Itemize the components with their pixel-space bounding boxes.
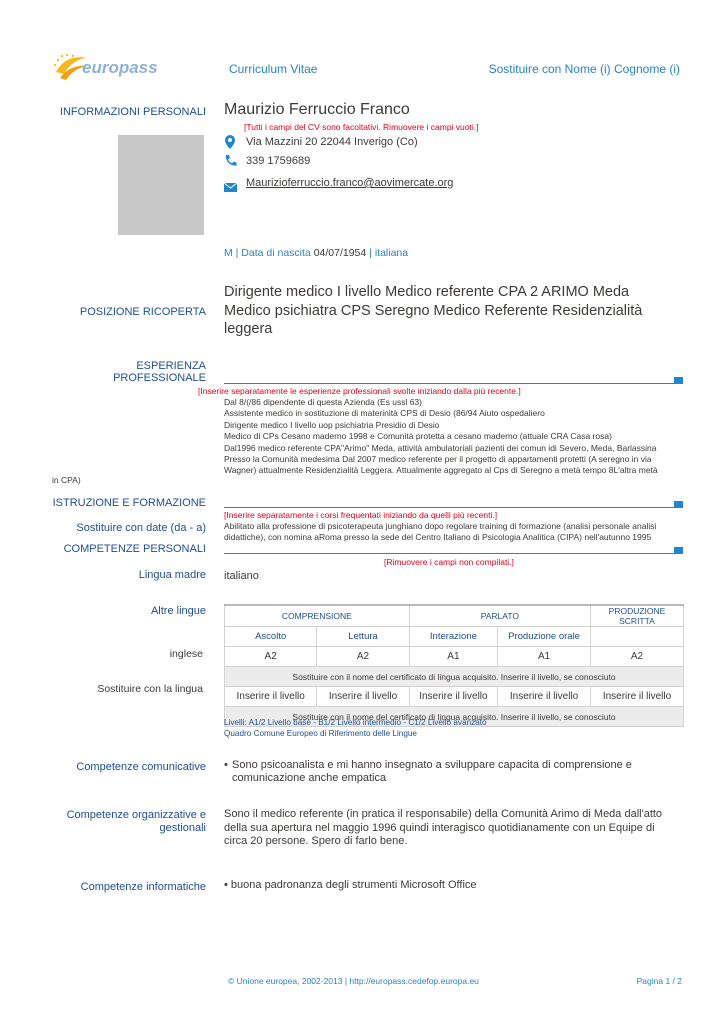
header-writing: PRODUZIONE SCRITTA [591, 605, 684, 627]
bullet: • [224, 759, 228, 771]
language-row-placeholder [225, 687, 684, 707]
header-comprehension: COMPRENSIONE [225, 605, 410, 627]
experience-line: Assistente medico in sostituzione di materinità CPS di Desio (86/94 Aiuto ospedaliero [224, 408, 545, 419]
organisational-label-line1: Competenze organizzative e [66, 809, 206, 821]
subheader-reading: Lettura [317, 627, 409, 647]
language-row-english [225, 647, 684, 667]
skills-note: [Rimuovere i campi non compilati.] [384, 557, 514, 567]
photo-placeholder [118, 135, 204, 235]
footer-page: Pagina 1 / 2 [636, 976, 682, 986]
level-cell: Inserire il livello [317, 687, 409, 707]
position-text: Dirigente medico I livello Medico referente CPA 2 ARIMO Meda Medico psichiatra CPS Seregno Medico Referente Residenzialità leggera [224, 284, 643, 337]
certificate-text: Sostituire con il nome del certificato di lingua acquisito. Inserire il livello, se conosciuto [225, 667, 684, 687]
experience-rule [224, 383, 674, 384]
skills-label: COMPETENZE PERSONALI [63, 543, 206, 555]
education-note: [Inserire separatamente i corsi frequentati iniziando da quelli più recenti.] [224, 510, 498, 520]
levels-note [224, 717, 487, 739]
organisational-text: Sono il medico referente (in pratica il responsabile) della Comunità Arimo di Meda dall'atto della sua apertura nel maggio 1996 quindi interagisco quotidianamente con un Equipe di circa 20 persone. Spero di farlo bene. [224, 808, 663, 847]
birth-date: 04/07/1954 [313, 247, 367, 259]
experience-label-line2: PROFESSIONALE [113, 372, 206, 384]
location-icon [224, 135, 236, 154]
experience-line: Wagner) attualmente Residenzialità Leggera. Attualmente aggregato al Cps di Seregno a metà tempo 8L'altra metà [224, 465, 658, 476]
subheader-production: Produzione orale [498, 627, 591, 647]
levels-note-line: Quadro Comune Europeo di Riferimento delle Lingue [224, 729, 417, 738]
education-rule-marker [674, 501, 683, 508]
level-cell: A2 [591, 647, 684, 667]
level-cell: Inserire il livello [498, 687, 591, 707]
mother-tongue-label: Lingua madre [138, 569, 206, 581]
communication-value: Sono psicoanalista e mi hanno insegnato a sviluppare capacita di comprensione e comunicazione anche empatica [232, 759, 632, 784]
education-label: ISTRUZIONE E FORMAZIONE [52, 497, 206, 509]
levels-note-line: Livelli: A1/2 Livello base - B1/2 Livello intermedio - C1/2 Livello avanzato [224, 718, 487, 727]
level-cell: A2 [225, 647, 317, 667]
europass-logo [52, 52, 162, 86]
phone: 339 1759689 [246, 155, 311, 167]
experience-overflow: in CPA) [52, 475, 81, 485]
language-table [224, 604, 684, 727]
organisational-label-line2: gestionali [159, 822, 206, 834]
level-cell: Inserire il livello [591, 687, 684, 707]
experience-note: [Inserire separatamente le esperienze professionali svolte iniziando dalla più recente.] [198, 386, 521, 396]
header-speaking: PARLATO [409, 605, 590, 627]
education-date-label: Sostituire con date (da - a) [76, 522, 206, 534]
document-title: Curriculum Vitae [229, 62, 318, 76]
subheader-empty [591, 627, 684, 647]
email-icon [224, 179, 237, 197]
language-name-placeholder: Sostituire con la lingua [97, 683, 203, 695]
education-line: didattiche), con nomina aRoma presso la sede del Centro Italiano di Psicologia Analitica (CIPA) nell'autunno 1995 [224, 532, 652, 543]
level-cell: A1 [498, 647, 591, 667]
subheader-interaction: Interazione [409, 627, 497, 647]
digital-text [224, 879, 477, 891]
level-cell: Inserire il livello [409, 687, 497, 707]
email-link[interactable]: Maurizioferruccio.franco@aovimercate.org [246, 177, 454, 189]
personal-info-label: INFORMAZIONI PERSONALI [59, 106, 206, 118]
gender-birth-label: M | Data di nascita [224, 247, 311, 259]
other-languages-label: Altre lingue [150, 605, 206, 617]
experience-lines [224, 397, 694, 477]
person-name: Maurizio Ferruccio Franco [224, 101, 410, 118]
address: Via Mazzini 20 22044 Inverigo (Co) [246, 136, 418, 148]
skills-rule [224, 553, 674, 554]
experience-line: Dirigente medico I livello uop psichiatria Presidio di Desio [224, 419, 440, 430]
footer-copyright: © Unione europea, 2002-2013 | http://europass.cedefop.europa.eu [228, 976, 479, 986]
level-cell: A2 [317, 647, 409, 667]
experience-rule-marker [674, 377, 683, 384]
education-lines [224, 521, 694, 544]
subheader-listening: Ascolto [225, 627, 317, 647]
language-table-subheader [225, 627, 684, 647]
experience-label-line1: ESPERIENZA [136, 360, 206, 372]
communication-text [224, 759, 682, 785]
personal-meta [224, 247, 408, 259]
nationality: | italiana [369, 247, 409, 259]
language-table-header [225, 605, 684, 627]
mother-tongue: italiano [224, 570, 259, 582]
experience-line: Medico di CPs Cesano maderno 1998 e Comunità protetta a cesano maderno (attuale CRA Casa rosa) [224, 431, 612, 442]
certificate-row [225, 667, 684, 687]
skills-rule-marker [674, 547, 683, 554]
level-cell: A1 [409, 647, 497, 667]
name-placeholder: Sostituire con Nome (i) Cognome (i) [488, 62, 680, 76]
education-line: Abilitato alla professione di psicoterapeuta junghiano dopo regolare training di formazione (analisi personale analisi [224, 521, 657, 531]
cv-fields-note: [Tutti i campi del CV sono facoltativi. Rimuovere i campi vuoti.] [244, 122, 479, 132]
experience-line: Dal1996 medico referente CPA"Arimo" Meda, attività ambulatoriali pazienti dei comun idi Severo, Meda, Barlassina [224, 442, 657, 453]
digital-label: Competenze informatiche [80, 881, 206, 893]
communication-label: Competenze comunicative [76, 761, 206, 773]
bullet: • [224, 879, 228, 891]
level-cell: Inserire il livello [225, 687, 317, 707]
language-name-english: inglese [169, 648, 203, 660]
position-label: POSIZIONE RICOPERTA [79, 306, 206, 318]
logo-text: europass [82, 58, 158, 77]
digital-value: buona padronanza degli strumenti Microsoft Office [230, 879, 477, 891]
experience-line: Presso la Comunità medesima Dal 2007 medico referente per il progetto di appartamenti protetti (A seregno in via [224, 454, 652, 465]
certificate-text: Sostituire con il nome del certificato di lingua acquisito. Inserire il livello, se conosciuto [225, 707, 684, 727]
education-rule [224, 507, 674, 508]
phone-icon [224, 154, 237, 172]
experience-line: Dal 8/(/86 dipendente di questa Azienda (Es ussl 63) [224, 397, 422, 407]
